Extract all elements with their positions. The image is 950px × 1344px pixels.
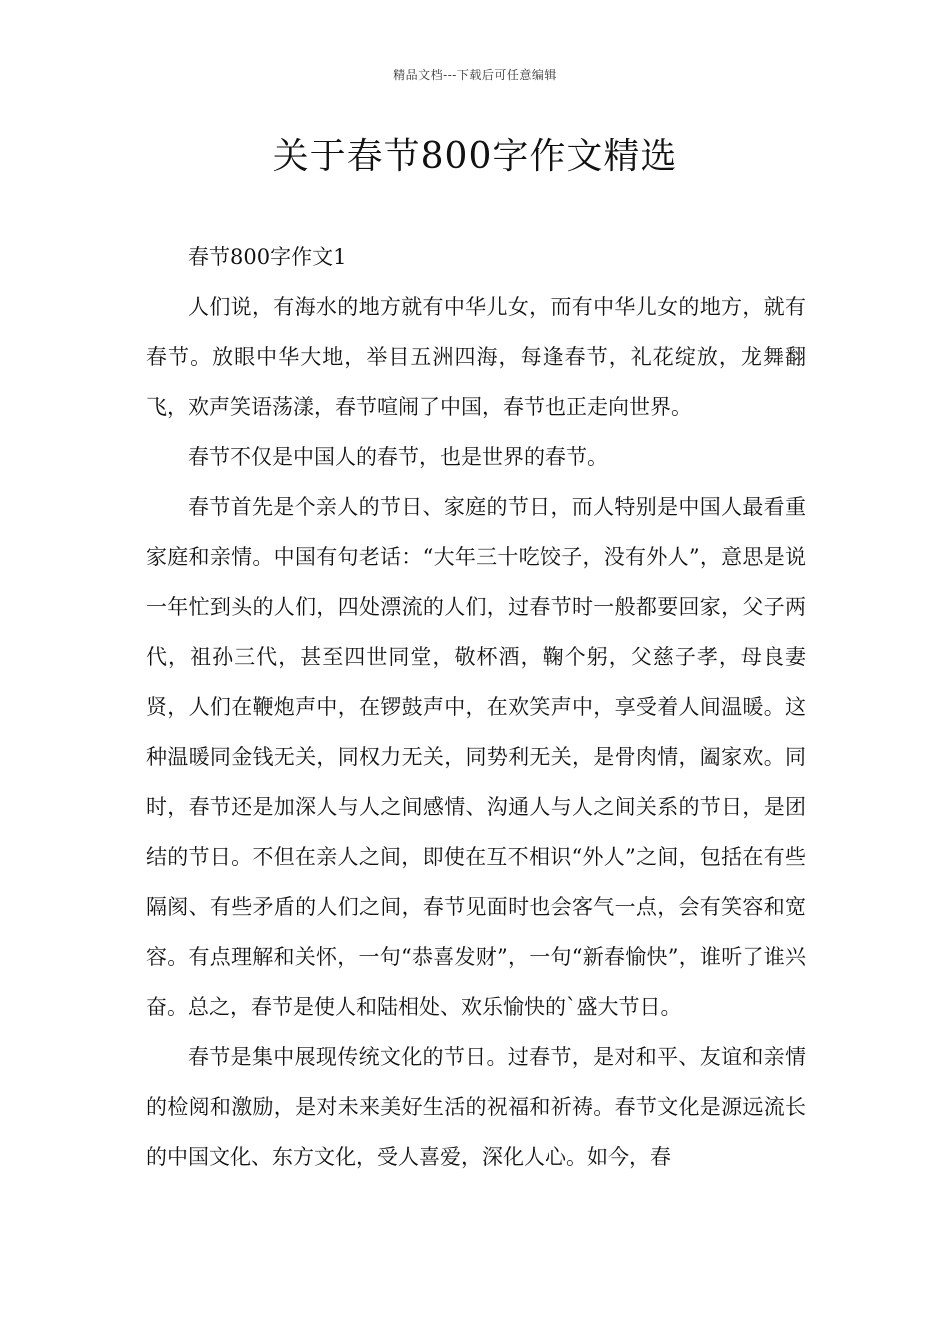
essay-subtitle: 春节800字作文1 xyxy=(188,245,347,269)
header-note: 精品文档---下载后可任意编辑 xyxy=(393,68,557,82)
paragraph: 春节不仅是中国人的春节，也是世界的春节。 xyxy=(188,445,608,469)
document-body xyxy=(146,232,806,1182)
document-title: 关于春节800字作文精选 xyxy=(272,136,678,177)
paragraph: 春节是集中展现传统文化的节日。过春节，是对和平、友谊和亲情的检阅和激励，是对未来美好生活的祝福和祈祷。春节文化是源远流长的中国文化、东方文化，受人喜爱，深化人心。如今，春 xyxy=(146,1045,806,1169)
paragraph: 春节首先是个亲人的节日、家庭的节日，而人特别是中国人最看重家庭和亲情。中国有句老话：“大年三十吃饺子，没有外人”，意思是说一年忙到头的人们，四处漂流的人们，过春节时一般都要回家，父子两代，祖孙三代，甚至四世同堂，敬杯酒，鞠个躬，父慈子孝，母良妻贤，人们在鞭炮声中，在锣鼓声中，在欢笑声中，享受着人间温暖。这种温暖同金钱无关，同权力无关，同势利无关，是骨肉情，阖家欢。同时，春节还是加深人与人之间感情、沟通人与人之间关系的节日，是团结的节日。不但在亲人之间，即使在互不相识“外人”之间，包括在有些隔阂、有些矛盾的人们之间，春节见面时也会客气一点，会有笑容和宽容。有点理解和关怀，一句“恭喜发财”，一句“新春愉快”，谁听了谁兴奋。总之，春节是使人和陆相处、欢乐愉快的`盛大节日。 xyxy=(146,495,806,1019)
paragraph: 人们说，有海水的地方就有中华儿女，而有中华儿女的地方，就有春节。放眼中华大地，举目五洲四海，每逢春节，礼花绽放，龙舞翻飞，欢声笑语荡漾，春节喧闹了中国，春节也正走向世界。 xyxy=(146,295,806,419)
